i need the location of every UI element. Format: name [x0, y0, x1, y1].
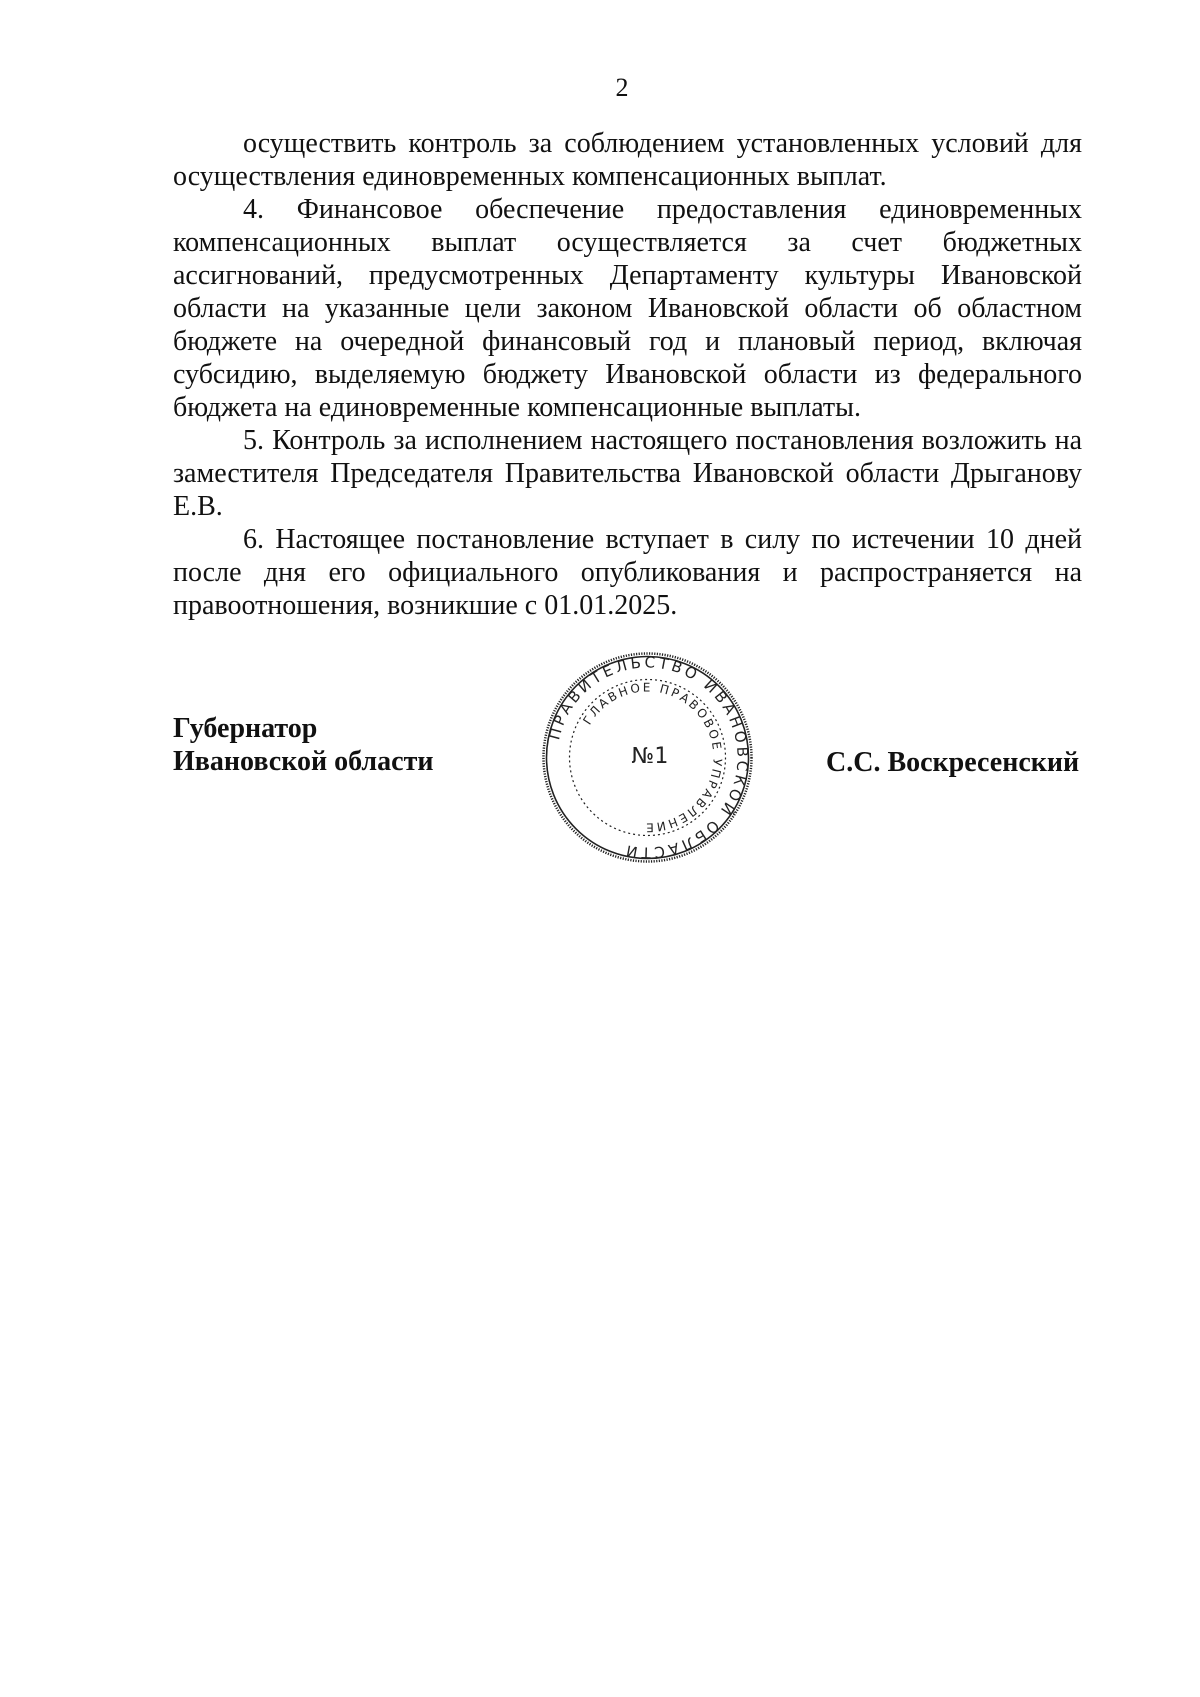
paragraph-5 [173, 424, 1082, 523]
text-line: области на указанные цели законом Ивановской области об областном [173, 293, 1082, 324]
position-line: Губернатор [173, 713, 318, 744]
text-line: 5. Контроль за исполнением настоящего постановления возложить [243, 425, 1047, 456]
paragraph-6 [173, 523, 1082, 622]
paragraph-3-continuation [173, 127, 1082, 193]
text-line: бюджета на единовременные компенсационные выплаты. [173, 392, 861, 423]
seal-number: №1 [631, 744, 669, 769]
text-line: ассигнований, предусмотренных Департаменту культуры Ивановской [173, 260, 1082, 291]
signature-block [0, 650, 1200, 870]
page-number: 2 [615, 73, 629, 102]
text-line: осуществления единовременных компенсационных выплат. [173, 161, 887, 192]
paragraph-4 [173, 193, 1082, 424]
seal-inner-text: ГЛАВНОЕ ПРАВОВОЕ УПРАВЛЕНИЕ [580, 680, 725, 835]
text-line: 4. Финансовое обеспечение предоставления единовременных [243, 194, 1082, 225]
text-line: 6. Настоящее постановление вступает в силу по истечении 10 дней [243, 524, 1082, 555]
text-line: бюджете на очередной финансовый год и плановый период, включая [173, 326, 1082, 357]
signer-position [173, 712, 433, 778]
text-line: правоотношения, возникшие с 01.01.2025. [173, 590, 678, 621]
text-line: Дрыганову Е.В. [173, 458, 1082, 522]
position-line: Ивановской области [173, 746, 434, 777]
text-line: осуществить контроль за соблюдением установленных условий для [243, 128, 1082, 159]
official-seal [540, 650, 755, 865]
text-line: компенсационных выплат осуществляется за счет бюджетных [173, 227, 1082, 258]
document-body [173, 127, 1082, 622]
text-line: субсидию, выделяемую бюджету Ивановской области из федерального [173, 359, 1082, 390]
text-line: на заместителя Председателя Правительства Ивановской области [173, 425, 1082, 489]
signer-name: С.С. Воскресенский [826, 747, 1080, 778]
seal-outer-text: ПРАВИТЕЛЬСТВО ИВАНОВСКОЙ ОБЛАСТИ [545, 653, 752, 862]
text-line: после дня его официального опубликования и распространяется на [173, 557, 1082, 588]
